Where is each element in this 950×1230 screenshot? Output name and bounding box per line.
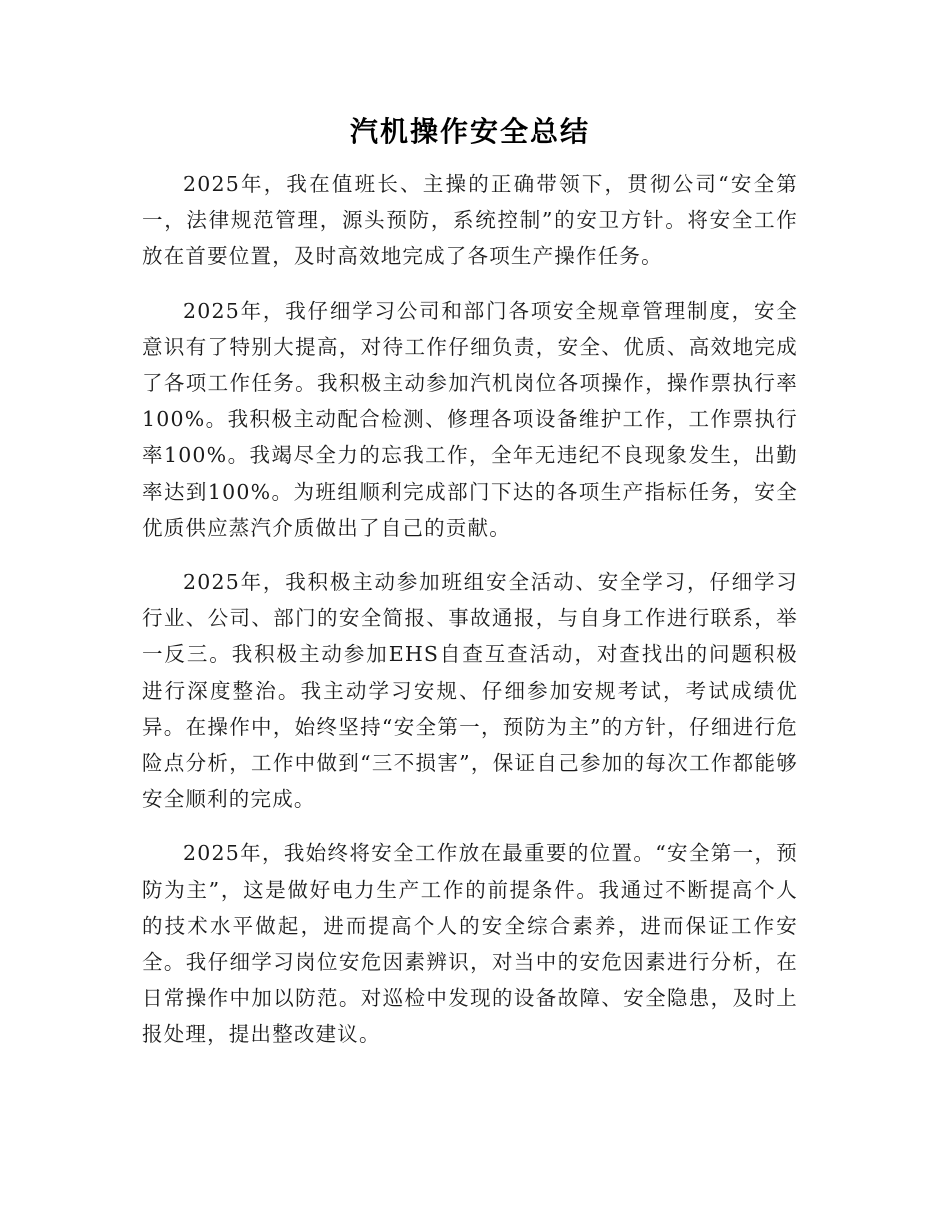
document-title: 汽机操作安全总结	[349, 115, 590, 148]
paragraph-4: 2025年，我始终将安全工作放在最重要的位置。“安全第一，预防为主”，这是做好电力生产工作的前提条件。我通过不断提高个人的技术水平做起，进而提高个人的安全综合素养，进而保证工作安全。我仔细学习岗位安危因素辨识，对当中的安危因素进行分析，在日常操作中加以防范。对巡检中发现的设备故障、安全隐患，及时上报处理，提出整改建议。	[142, 841, 798, 1047]
paragraph-2: 2025年，我仔细学习公司和部门各项安全规章管理制度，安全意识有了特别大提高，对待工作仔细负责，安全、优质、高效地完成了各项工作任务。我积极主动参加汽机岗位各项操作，操作票执行率100%。我积极主动配合检测、修理各项设备维护工作，工作票执行率100%。我竭尽全力的忘我工作，全年无违纪不良现象发生，出勤率达到100%。为班组顺利完成部门下达的各项生产指标任务，安全优质供应蒸汽介质做出了自己的贡献。	[142, 298, 798, 540]
document-page	[142, 108, 798, 1071]
paragraph-1: 2025年，我在值班长、主操的正确带领下，贯彻公司“安全第一，法律规范管理，源头预防，系统控制”的安卫方针。将安全工作放在首要位置，及时高效地完成了各项生产操作任务。	[142, 172, 798, 269]
paragraph-3: 2025年，我积极主动参加班组安全活动、安全学习，仔细学习行业、公司、部门的安全简报、事故通报，与自身工作进行联系，举一反三。我积极主动参加EHS自查互查活动，对查找出的问题积极进行深度整治。我主动学习安规、仔细参加安规考试，考试成绩优异。在操作中，始终坚持“安全第一，预防为主”的方针，仔细进行危险点分析，工作中做到“三不损害”，保证自己参加的每次工作都能够安全顺利的完成。	[142, 570, 798, 812]
